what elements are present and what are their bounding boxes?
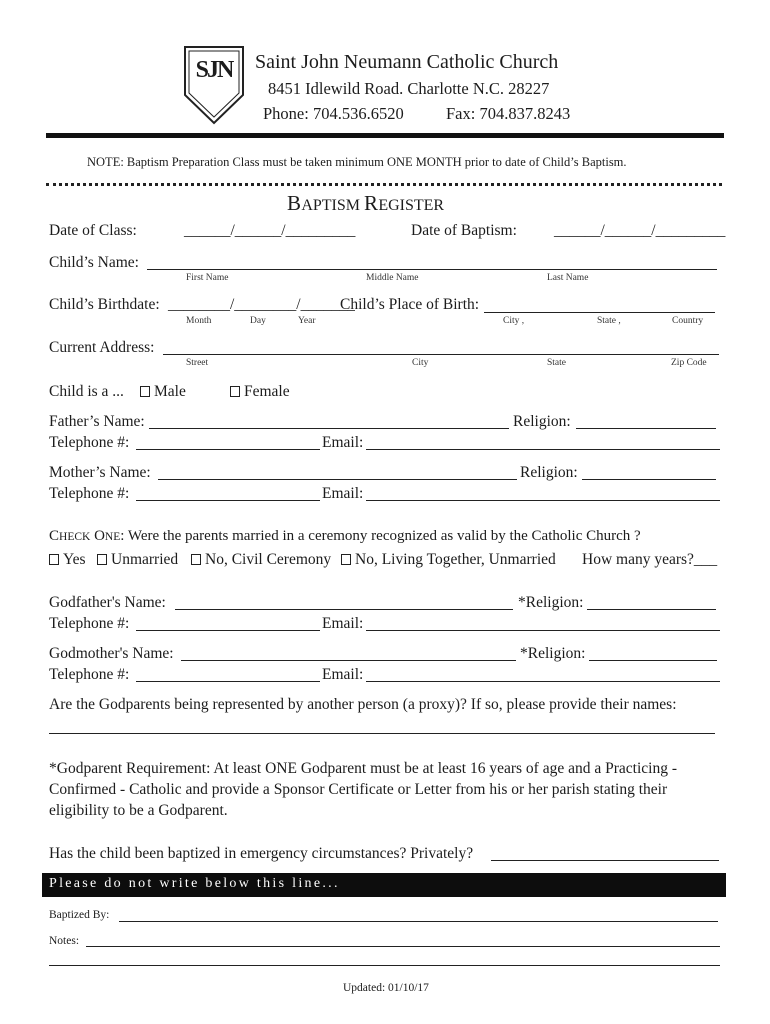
option-yes[interactable] <box>49 551 86 569</box>
form-title <box>287 191 444 216</box>
option-unmarried[interactable] <box>97 551 178 569</box>
notes-field-line-2[interactable] <box>49 965 720 966</box>
godmother-name-field[interactable] <box>181 660 516 661</box>
godfather-name-field[interactable] <box>175 609 513 610</box>
date-of-class-label: Date of Class: <box>49 222 137 239</box>
child-name-label: Child’s Name: <box>49 254 139 271</box>
mother-email-field[interactable] <box>366 500 720 501</box>
female-option[interactable] <box>230 383 290 401</box>
godfather-religion-field[interactable] <box>587 609 716 610</box>
street-caption: Street <box>186 358 209 368</box>
civil-ceremony-checkbox[interactable] <box>191 554 201 565</box>
mother-name-field[interactable] <box>158 479 517 480</box>
father-religion-label: Religion: <box>513 413 571 430</box>
requirement-line-3: eligibility to be a Godparent. <box>49 802 228 819</box>
address-field[interactable] <box>163 354 719 355</box>
check-ne: NE <box>104 531 121 543</box>
godmother-religion-field[interactable] <box>589 660 717 661</box>
female-label: Female <box>244 383 290 400</box>
male-label: Male <box>154 383 186 400</box>
father-name-field[interactable] <box>149 428 509 429</box>
male-option[interactable] <box>140 383 186 401</box>
godmother-phone-field[interactable] <box>136 681 320 682</box>
emergency-field[interactable] <box>491 860 719 861</box>
church-name: Saint John Neumann Catholic Church <box>255 51 559 73</box>
years-field[interactable]: How many years?___ <box>582 551 718 568</box>
marriage-question <box>49 528 641 545</box>
header-rule <box>46 133 724 138</box>
birth-country-caption: Country <box>672 316 704 326</box>
check-c: C <box>49 528 60 544</box>
note-label: NOTE <box>87 155 121 169</box>
female-checkbox[interactable] <box>230 386 240 397</box>
first-name-caption: First Name <box>186 273 229 283</box>
church-logo <box>183 45 245 125</box>
address-label: Current Address: <box>49 339 155 356</box>
mother-religion-label: Religion: <box>520 464 578 481</box>
birth-city-caption: City , <box>503 316 525 326</box>
check-heck: HECK <box>59 531 91 543</box>
godmother-phone-label: Telephone #: <box>49 666 130 683</box>
birth-year-caption: Year <box>298 316 316 326</box>
baptized-by-field[interactable] <box>119 921 718 922</box>
proxy-question: Are the Godparents being represented by another person (a proxy)? If so, please provide their names: <box>49 696 677 713</box>
notes-label: Notes: <box>49 935 80 947</box>
godmother-religion-label: *Religion: <box>520 645 586 662</box>
church-fax: Fax: 704.837.8243 <box>446 104 571 123</box>
father-phone-label: Telephone #: <box>49 434 130 451</box>
option-living-together[interactable] <box>341 551 556 569</box>
mother-religion-field[interactable] <box>582 479 716 480</box>
father-email-label: Email: <box>322 434 364 451</box>
church-phone: Phone: 704.536.6520 <box>263 104 404 123</box>
civil-ceremony-label: No, Civil Ceremony <box>205 551 332 568</box>
title-b: B <box>287 191 302 215</box>
logo-monogram: SJN <box>195 57 233 83</box>
birthdate-label: Child’s Birthdate: <box>49 296 160 313</box>
yes-label: Yes <box>63 551 86 568</box>
place-of-birth-label: Child’s Place of Birth: <box>340 296 480 313</box>
yes-checkbox[interactable] <box>49 554 59 565</box>
baptized-by-label: Baptized By: <box>49 909 110 921</box>
father-religion-field[interactable] <box>576 428 716 429</box>
address-city-caption: City <box>412 358 429 368</box>
father-phone-field[interactable] <box>136 449 320 450</box>
gender-label: Child is a ... <box>49 383 124 400</box>
birth-month-caption: Month <box>186 316 212 326</box>
middle-name-caption: Middle Name <box>366 273 419 283</box>
godfather-email-field[interactable] <box>366 630 720 631</box>
date-of-class-field[interactable]: ______/______/_________ <box>184 222 356 239</box>
dotted-divider <box>46 183 722 186</box>
birth-day-caption: Day <box>250 316 266 326</box>
marriage-question-text: : Were the parents married in a ceremony recognized as valid by the Catholic Church ? <box>120 528 641 544</box>
godfather-phone-field[interactable] <box>136 630 320 631</box>
date-of-baptism-label: Date of Baptism: <box>411 222 517 239</box>
unmarried-checkbox[interactable] <box>97 554 107 565</box>
address-state-caption: State <box>547 358 566 368</box>
zip-code-caption: Zip Code <box>671 358 707 368</box>
godfather-name-label: Godfather's Name: <box>49 594 166 611</box>
note-text: : Baptism Preparation Class must be taken minimum ONE MONTH prior to date of Child’s Baptism. <box>120 155 627 169</box>
place-of-birth-field[interactable] <box>484 312 715 313</box>
father-name-label: Father’s Name: <box>49 413 145 430</box>
title-egister: EGISTER <box>378 197 445 214</box>
child-name-field[interactable] <box>147 269 717 270</box>
requirement-line-1: *Godparent Requirement: At least ONE Godparent must be at least 16 years of age and a Practicing - <box>49 760 677 777</box>
office-use-bar <box>42 873 726 897</box>
mother-email-label: Email: <box>322 485 364 502</box>
note-line <box>87 155 627 170</box>
godfather-phone-label: Telephone #: <box>49 615 130 632</box>
title-aptism: APTISM <box>301 197 360 214</box>
living-together-checkbox[interactable] <box>341 554 351 565</box>
date-of-baptism-field[interactable]: ______/______/_________ <box>554 222 726 239</box>
proxy-field[interactable] <box>49 733 715 734</box>
unmarried-label: Unmarried <box>111 551 179 568</box>
mother-phone-field[interactable] <box>136 500 320 501</box>
birth-state-caption: State , <box>597 316 621 326</box>
godmother-name-label: Godmother's Name: <box>49 645 174 662</box>
check-o: O <box>94 528 105 544</box>
mother-name-label: Mother’s Name: <box>49 464 151 481</box>
godfather-email-label: Email: <box>322 615 364 632</box>
last-name-caption: Last Name <box>547 273 589 283</box>
option-civil-ceremony[interactable] <box>191 551 331 569</box>
godfather-religion-label: *Religion: <box>518 594 584 611</box>
office-use-text: Please do not write below this line... <box>49 876 340 891</box>
mother-phone-label: Telephone #: <box>49 485 130 502</box>
male-checkbox[interactable] <box>140 386 150 397</box>
godmother-email-label: Email: <box>322 666 364 683</box>
emergency-question: Has the child been baptized in emergency circumstances? Privately? <box>49 845 474 862</box>
notes-field[interactable] <box>86 946 720 947</box>
title-r: R <box>364 191 379 215</box>
living-together-label: No, Living Together, Unmarried <box>355 551 556 568</box>
updated-date: Updated: 01/10/17 <box>343 982 429 994</box>
requirement-line-2: Confirmed - Catholic and provide a Sponsor Certificate or Letter from his or her parish stating their <box>49 781 668 798</box>
church-address: 8451 Idlewild Road. Charlotte N.C. 28227 <box>268 79 550 98</box>
father-email-field[interactable] <box>366 449 720 450</box>
godmother-email-field[interactable] <box>366 681 720 682</box>
birthdate-field[interactable]: ________/________/_______ <box>168 296 355 313</box>
